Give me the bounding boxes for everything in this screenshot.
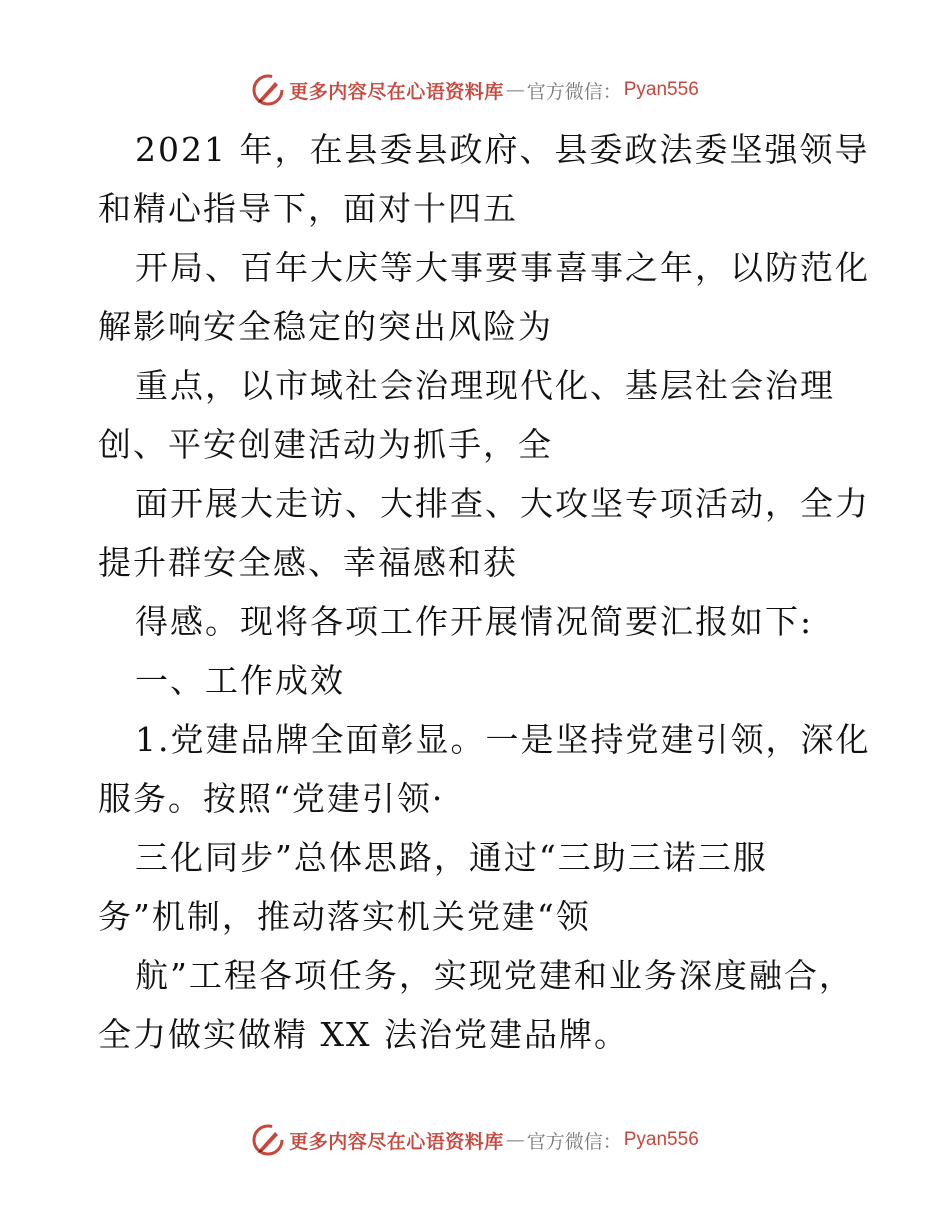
text-line: 服务。按照“党建引领· (98, 779, 445, 818)
watermark-dash: — (505, 1129, 525, 1151)
text-line: 得感。现将各项工作开展情况简要汇报如下: (135, 602, 814, 641)
text-line: 创、平安创建活动为抓手，全 (98, 425, 553, 464)
text-line: 提升群安全感、幸福感和获 (98, 543, 518, 582)
watermark-official: 官方微信： (526, 1130, 622, 1153)
text-line: 解影响安全稳定的突出风险为 (98, 307, 553, 346)
text-line: 重点，以市域社会治理现代化、基层社会治理 (135, 366, 835, 405)
watermark-id: Pyan556 (623, 79, 699, 100)
text-line: 和精心指导下，面对十四五 (98, 189, 518, 228)
document-body (98, 120, 898, 1064)
watermark-text: 更多内容尽在心语资料库 (289, 1130, 504, 1153)
text-line: 面开展大走访、大排查、大攻坚专项活动，全力 (135, 484, 870, 523)
text-line: 全力做实做精 XX 法治党建品牌。 (98, 1015, 629, 1054)
watermark-official: 官方微信： (526, 80, 622, 103)
text-line: 航”工程各项任务，实现党建和业务深度融合， (135, 956, 854, 995)
pen-logo-icon (251, 73, 285, 107)
watermark-text: 更多内容尽在心语资料库 (289, 80, 504, 103)
text-line: 2021 年，在县委县政府、县委政法委坚强领导 (135, 130, 870, 169)
watermark-id: Pyan556 (623, 1129, 699, 1150)
text-line: 1.党建品牌全面彰显。一是坚持党建引领，深化 (135, 720, 871, 759)
watermark-dash: — (505, 79, 525, 101)
text-line: 开局、百年大庆等大事要事喜事之年，以防范化 (135, 248, 870, 287)
text-line: 务”机制，推动落实机关党建“领 (98, 897, 591, 936)
text-line: 三化同步”总体思路，通过“三助三诺三服 (135, 838, 768, 877)
pen-logo-icon (251, 1123, 285, 1157)
text-line: 一、工作成效 (135, 661, 345, 700)
footer-watermark (0, 1120, 950, 1160)
header-watermark (0, 70, 950, 110)
